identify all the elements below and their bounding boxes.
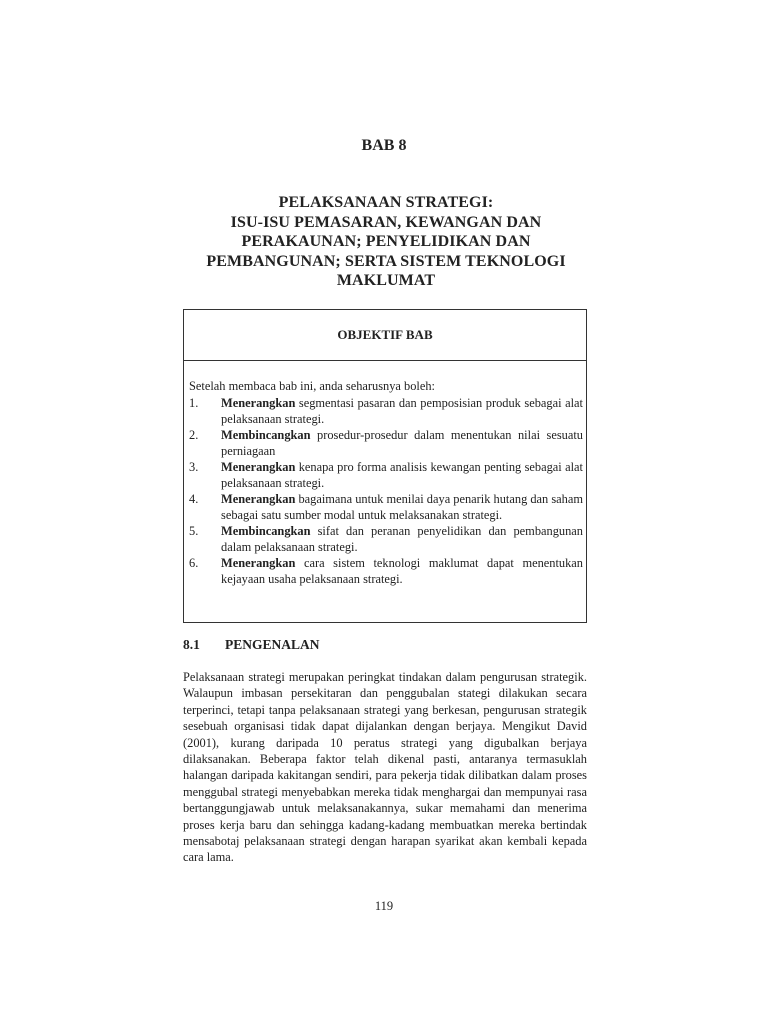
objective-item: [189, 395, 583, 427]
objective-verb: Menerangkan: [221, 556, 296, 570]
title-line: PEMBANGUNAN; SERTA SISTEM TEKNOLOGI: [206, 252, 566, 270]
objective-verb: Menerangkan: [221, 492, 296, 506]
title-line: ISU-ISU PEMASARAN, KEWANGAN DAN: [230, 213, 542, 231]
objectives-body: [184, 361, 586, 587]
objective-description: prosedur-prosedur dalam menentukan nilai sesuatu perniagaan: [221, 428, 583, 458]
objective-text: [221, 459, 583, 491]
objective-item: [189, 491, 583, 523]
title-line: MAKLUMAT: [336, 272, 436, 289]
objectives-heading: OBJEKTIF BAB: [184, 310, 586, 361]
objective-item: [189, 459, 583, 491]
objective-number: 5.: [189, 524, 199, 538]
objective-text: [221, 395, 583, 427]
section-title: PENGENALAN: [225, 637, 320, 652]
objectives-intro: Setelah membaca bab ini, anda seharusnya boleh:: [189, 379, 436, 393]
objective-number: 4.: [189, 492, 199, 506]
objective-text: [221, 491, 583, 523]
section-number: 8.1: [183, 637, 200, 652]
objective-number: 3.: [189, 460, 199, 474]
objective-number: 2.: [189, 428, 199, 442]
objective-item: [189, 523, 583, 555]
objective-item: [189, 555, 583, 587]
objective-verb: Menerangkan: [221, 396, 296, 410]
objective-verb: Menerangkan: [221, 460, 296, 474]
objective-text: [221, 427, 583, 459]
objective-item: [189, 427, 583, 459]
objective-description: kenapa pro forma analisis kewangan penting sebagai alat pelaksanaan strategi.: [221, 460, 583, 490]
objective-text: [221, 523, 583, 555]
objective-verb: Membincangkan: [221, 428, 311, 442]
objective-description: segmentasi pasaran dan pemposisian produk sebagai alat pelaksanaan strategi.: [221, 396, 583, 426]
page-number: 119: [374, 899, 394, 913]
objective-description: bagaimana untuk menilai daya penarik hutang dan saham sebagai satu sumber modal untuk melaksanakan strategi.: [221, 492, 583, 522]
objective-number: 1.: [189, 396, 199, 410]
objective-text: [221, 555, 583, 587]
objective-number: 6.: [189, 556, 199, 570]
title-line: PELAKSANAAN STRATEGI:: [278, 194, 494, 211]
section-paragraph: Pelaksanaan strategi merupakan peringkat tindakan dalam pengurusan strategik. Walaupun imbasan persekitaran dan penggubalan stategi dilakukan secara terperinci, tetapi tanpa pelaksanaan strategi yang berkesan, pengurusan strategik sesebuah organisasi tidak dapat dijalankan dengan berjaya. Mengikut David (2001), kurang daripada 10 peratus strategi yang digubalkan berjaya dilaksanakan. Beberapa faktor telah dikenal pasti, antaranya termasuklah halangan daripada kakitangan sendiri, para pekerja tidak dilibatkan dalam proses menggubal strategi menyebabkan mereka tidak menghargai dan mempunyai rasa bertanggungjawab untuk melaksanakannya, sukar memahami dan menerima proses kerja baru dan sehingga kadang-kadang membuatkan mereka bertindak mensabotaj pelaksanaan strategi dengan harapan syarikat akan kembali kepada cara lama.: [183, 670, 587, 865]
chapter-title: [184, 193, 588, 291]
title-line: PERAKAUNAN; PENYELIDIKAN DAN: [241, 233, 531, 250]
objective-verb: Membincangkan: [221, 524, 311, 538]
objective-description: sifat dan peranan penyelidikan dan pembangunan dalam pelaksanaan strategi.: [221, 524, 583, 554]
section-heading: [183, 637, 320, 653]
objective-description: cara sistem teknologi maklumat dapat menentukan kejayaan usaha pelaksanaan strategi.: [221, 556, 583, 586]
objectives-box: [183, 309, 587, 623]
chapter-label: BAB 8: [361, 137, 407, 154]
